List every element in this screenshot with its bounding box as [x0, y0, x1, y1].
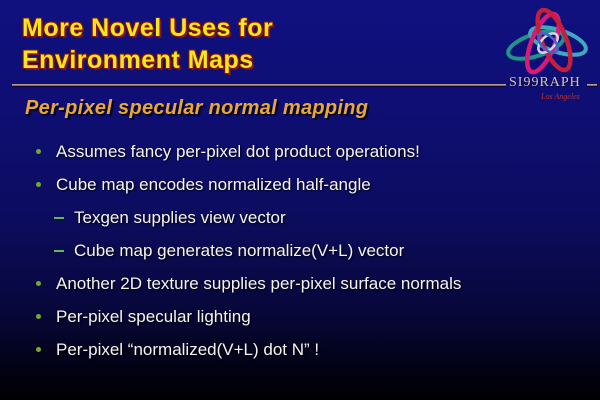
- bullet-item: [32, 340, 594, 359]
- bullet-text: Per-pixel specular lighting: [56, 307, 251, 326]
- bullet-dot-icon: [36, 347, 41, 352]
- title-divider-dash: [587, 84, 597, 86]
- siggraph-99-logo-icon: [498, 3, 596, 76]
- bullet-dot-icon: [36, 182, 41, 187]
- slide-title: [22, 12, 273, 76]
- sub-bullet-item: [54, 208, 594, 227]
- dash-bullet-icon: [54, 250, 64, 252]
- slide-title-line1: More Novel Uses for: [22, 14, 274, 42]
- bullet-text: Per-pixel “normalized(V+L) dot N” !: [56, 340, 320, 359]
- bullet-item: [32, 142, 594, 161]
- siggraph-wordmark: SI99RAPH: [509, 75, 581, 90]
- bullet-item: [32, 274, 594, 293]
- bullet-item: [32, 175, 594, 194]
- bullet-item: [32, 307, 594, 326]
- bullet-text: Cube map generates normalize(V+L) vector: [74, 241, 405, 260]
- bullet-text: Texgen supplies view vector: [74, 208, 286, 227]
- bullet-text: Cube map encodes normalized half-angle: [56, 175, 371, 194]
- bullet-dot-icon: [36, 149, 41, 154]
- siggraph-location-label: Los Angeles: [541, 92, 580, 101]
- bullet-text: Another 2D texture supplies per-pixel surface normals: [56, 274, 462, 293]
- title-divider-line: [12, 84, 506, 86]
- bullet-list: [32, 142, 594, 373]
- dash-bullet-icon: [54, 217, 64, 219]
- bullet-text: Assumes fancy per-pixel dot product operations!: [56, 142, 420, 161]
- bullet-dot-icon: [36, 314, 41, 319]
- slide-subtitle: Per-pixel specular normal mapping: [25, 97, 369, 119]
- slide-title-line2: Environment Maps: [22, 46, 254, 74]
- sub-bullet-item: [54, 241, 594, 260]
- bullet-dot-icon: [36, 281, 41, 286]
